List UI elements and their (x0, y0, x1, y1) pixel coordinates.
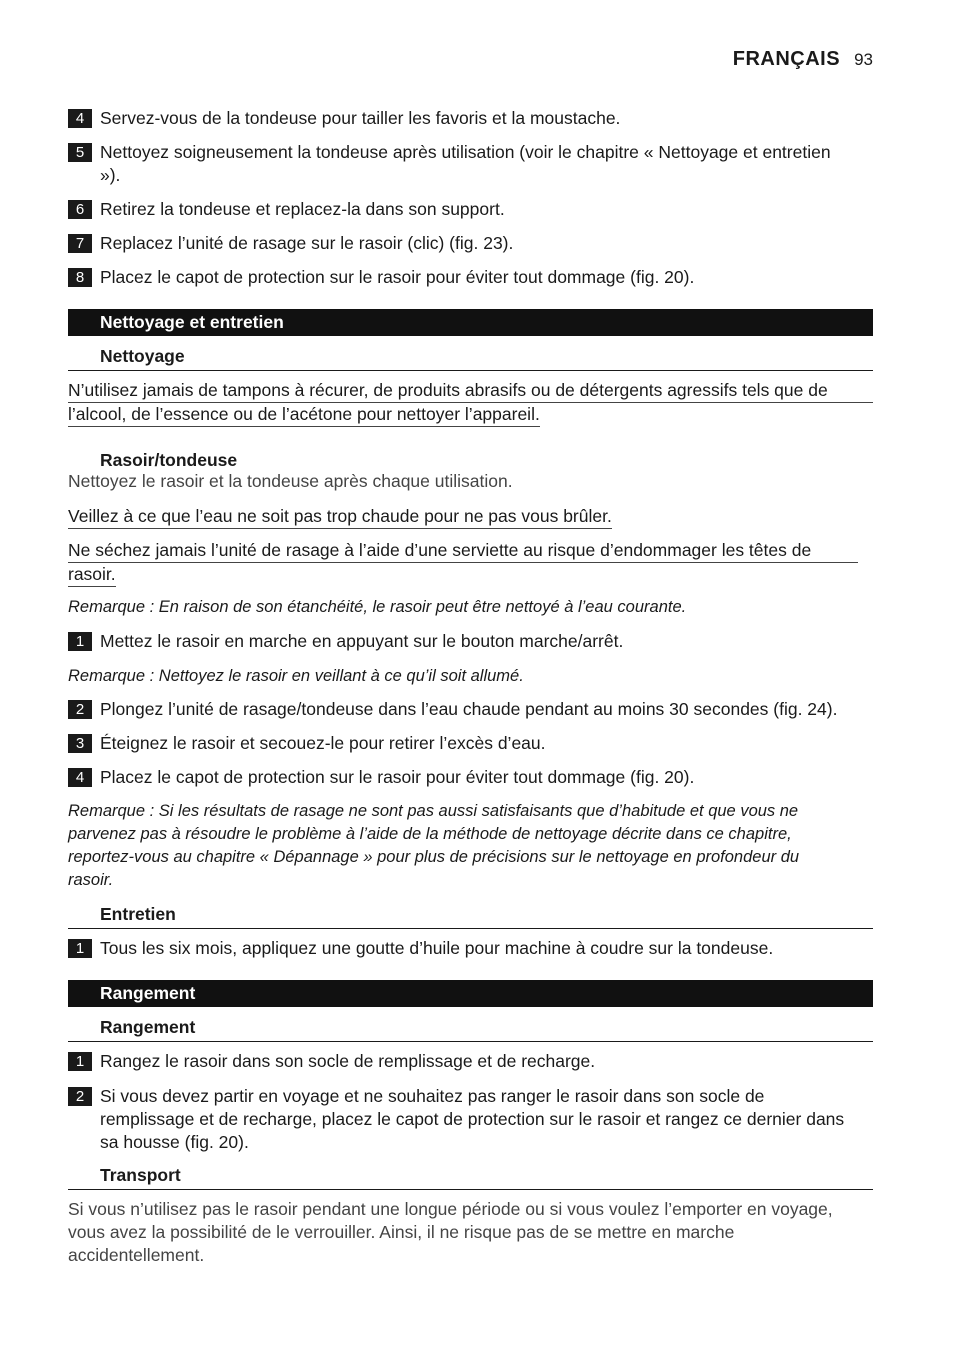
step-item (68, 630, 873, 653)
step-number: 7 (68, 234, 92, 253)
caution-line: Veillez à ce que l’eau ne soit pas trop chaude pour ne pas vous brûler. (68, 505, 612, 529)
step-item (68, 1085, 873, 1154)
step-number: 4 (68, 109, 92, 128)
step-item (68, 1050, 873, 1073)
caution-line: rasoir. (68, 563, 116, 587)
note-line: parvenez pas à résoudre le problème à l’aide de la méthode de nettoyage décrite dans ce chapitre, (68, 825, 792, 843)
step-text: Placez le capot de protection sur le rasoir pour éviter tout dommage (fig. 20). (100, 267, 695, 287)
step-number: 2 (68, 700, 92, 719)
transport-paragraph (68, 1198, 873, 1267)
note-line: rasoir. (68, 871, 114, 889)
step-number: 1 (68, 632, 92, 651)
step-item (68, 141, 873, 187)
section-title-storage: Rangement (68, 980, 873, 1007)
step-number: 5 (68, 143, 92, 162)
transport-line: Si vous n’utilisez pas le rasoir pendant une longue période ou si vous voulez l’emporter en voyage, (68, 1199, 833, 1219)
step-item (68, 232, 873, 255)
warning-line: N’utilisez jamais de tampons à récurer, de produits abrasifs ou de détergents agressifs tels que de (68, 379, 873, 403)
step-text: Si vous devez partir en voyage et ne souhaitez pas ranger le rasoir dans son socle de remplissage et de recharge, placez le capot de protection sur le rasoir et rangez ce dernier dans sa housse (fig. 20). (100, 1086, 845, 1152)
subheading-transport: Transport (68, 1164, 873, 1190)
step-number: 1 (68, 939, 92, 958)
step-item (68, 766, 873, 789)
razor-heading: Rasoir/tondeuse (100, 450, 238, 470)
step-text: Replacez l’unité de rasage sur le rasoir (clic) (fig. 23). (100, 233, 514, 253)
step-item (68, 266, 873, 289)
step-text: Rangez le rasoir dans son socle de remplissage et de recharge. (100, 1051, 596, 1071)
step-item (68, 732, 873, 755)
step-text: Éteignez le rasoir et secouez-le pour retirer l’excès d’eau. (100, 733, 546, 753)
transport-line: vous avez la possibilité de le verrouiller. Ainsi, il ne risque pas de se mettre en marche (68, 1222, 735, 1242)
note-line: reportez-vous au chapitre « Dépannage » pour plus de précisions sur le nettoyage en profondeur du (68, 848, 800, 866)
step-text: Placez le capot de protection sur le rasoir pour éviter tout dommage (fig. 20). (100, 767, 695, 787)
page-header (733, 48, 873, 71)
step-number: 3 (68, 734, 92, 753)
step-number: 8 (68, 268, 92, 287)
note-waterproof: Remarque : En raison de son étanchéité, le rasoir peut être nettoyé à l’eau courante. (68, 598, 687, 616)
step-item (68, 698, 873, 721)
subheading-storage: Rangement (68, 1016, 873, 1042)
step-text: Nettoyez soigneusement la tondeuse après utilisation (voir le chapitre « Nettoyage et entretien »). (100, 142, 831, 185)
step-number: 1 (68, 1052, 92, 1071)
step-text: Retirez la tondeuse et replacez-la dans son support. (100, 199, 505, 219)
caution-water (68, 505, 873, 529)
warning-line: l’alcool, de l’essence ou de l’acétone pour nettoyer l’appareil. (68, 403, 540, 427)
step-text: Servez-vous de la tondeuse pour tailler les favoris et la moustache. (100, 108, 621, 128)
step-item (68, 107, 873, 130)
step-text: Mettez le rasoir en marche en appuyant sur le bouton marche/arrêt. (100, 631, 624, 651)
page-number: 93 (854, 50, 873, 69)
razor-intro: Nettoyez le rasoir et la tondeuse après chaque utilisation. (68, 471, 513, 491)
transport-line: accidentellement. (68, 1245, 205, 1265)
note-switched-on: Remarque : Nettoyez le rasoir en veillant à ce qu’il soit allumé. (68, 667, 524, 685)
step-number: 6 (68, 200, 92, 219)
step-item (68, 198, 873, 221)
step-item (68, 937, 873, 960)
subheading-maintenance: Entretien (68, 903, 873, 929)
language-label: FRANÇAIS (732, 48, 841, 70)
step-number: 4 (68, 768, 92, 787)
section-title-cleaning: Nettoyage et entretien (68, 309, 873, 336)
caution-towel (68, 539, 873, 587)
subheading-cleaning: Nettoyage (68, 345, 873, 371)
note-line: Remarque : Si les résultats de rasage ne sont pas aussi satisfaisants que d’habitude et que vous ne (68, 802, 799, 820)
note-troubleshooting (68, 800, 873, 892)
step-number: 2 (68, 1087, 92, 1106)
caution-line: Ne séchez jamais l’unité de rasage à l’aide d’une serviette au risque d’endommager les têtes de (68, 539, 858, 563)
warning-paragraph (68, 379, 873, 427)
step-text: Tous les six mois, appliquez une goutte d’huile pour machine à coudre sur la tondeuse. (100, 938, 774, 958)
step-text: Plongez l’unité de rasage/tondeuse dans l’eau chaude pendant au moins 30 secondes (fig. 24). (100, 699, 838, 719)
